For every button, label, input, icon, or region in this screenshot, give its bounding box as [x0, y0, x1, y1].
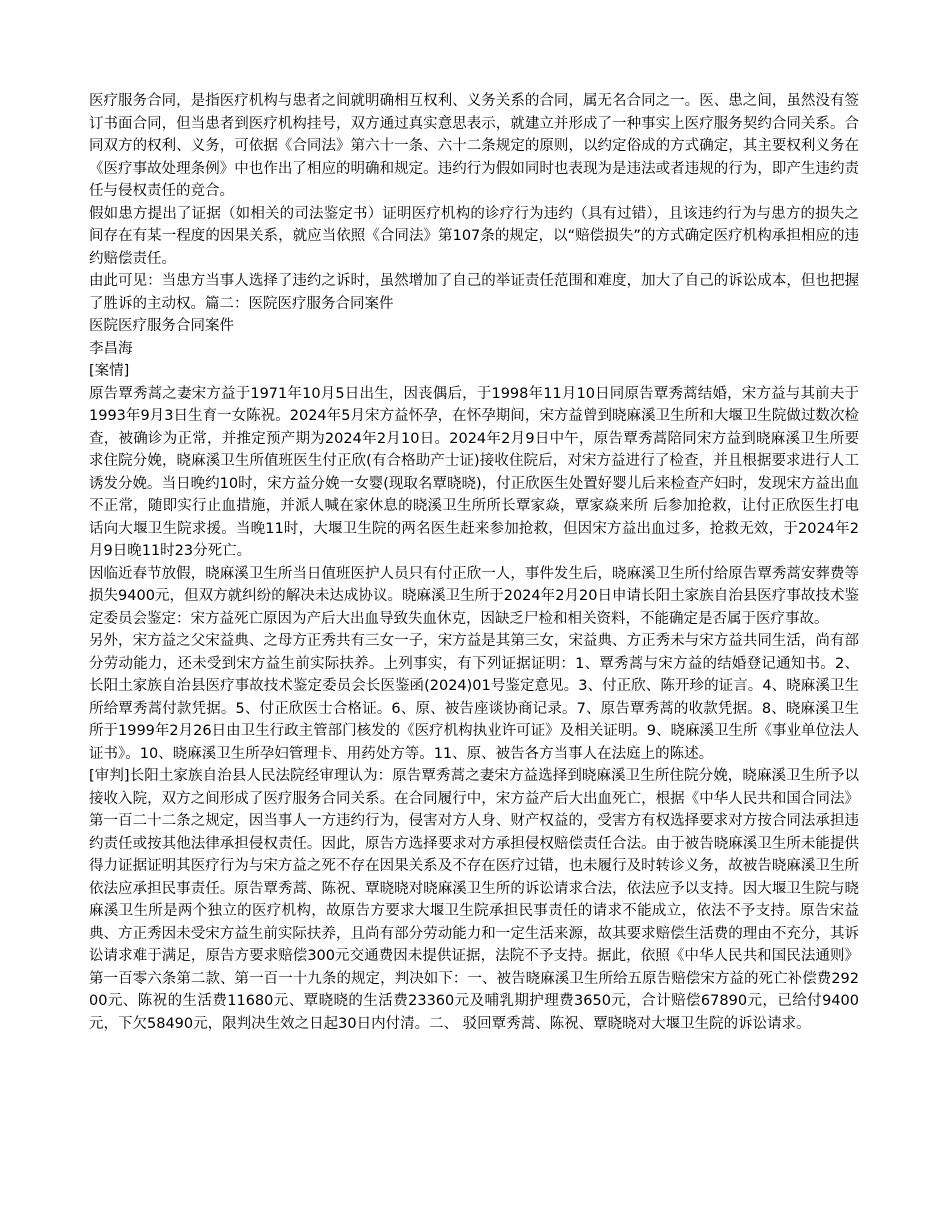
intro-paragraph: 医疗服务合同，是指医疗机构与患者之间就明确相互权利、义务关系的合同，属无名合同之一。医、患之间，虽然没有签订书面合同，但当患者到医疗机构挂号，双方通过真实意思表示，就建立并形成了一种事实上医疗服务契约合同关系。合同双方的权利、义务，可依据《合同法》第六十一条、六十二条规定的原则，以约定俗成的方式确定，其主要权利义务在《医疗事故处理条例》中也作出了相应的明确和规定。违约行为假如同时也表现为是违法或者违规的行为，即产生违约责任与侵权责任的竞合。	[89, 93, 859, 199]
conclusion-paragraph: 由此可见：当患方当事人选择了违约之诉时，虽然增加了自己的举证责任范围和难度，加大了自己的诉讼成本，但也把握了胜诉的主动权。篇二：医院医疗服务合同案件	[89, 273, 859, 312]
case-facts-paragraph: 原告覃秀蒿之妻宋方益于1971年10月5日出生，因丧偶后，于1998年11月10日同原告覃秀蒿结婚，宋方益与其前夫于1993年9月3日生育一女陈祝。2024年5月宋方益怀孕，在怀孕期间，宋方益曾到晓麻溪卫生所和大堰卫生院做过数次检查，被确诊为正常，并推定预产期为2024年2月10日。2024年2月9日中午，原告覃秀蒿陪同宋方益到晓麻溪卫生所要求住院分娩，晓麻溪卫生所值班医生付正欣(有合格助产士证)接收住院后，对宋方益进行了检查，并且根据要求进行人工诱发分娩。当日晚约10时，宋方益分娩一女婴(现取名覃晓晓)，付正欣医生处置好婴儿后来检查产妇时，发现宋方益出血不正常，随即实行止血措施，并派人喊在家休息的晓溪卫生所所长覃家焱，覃家焱来所 后参加抢救，让付正欣医生打电话向大堰卫生院求援。当晚11时，大堰卫生院的两名医生赶来参加抢救，但因宋方益出血过多，抢救无效，于2024年2月9日晚11时23分死亡。	[89, 385, 859, 559]
breach-paragraph: 假如患方提出了证据（如相关的司法鉴定书）证明医疗机构的诊疗行为违约（具有过错），且该违约行为与患方的损失之间存在有某一程度的因果关系，就应当依照《合同法》第107条的规定，以“赔偿损失”的方式确定医疗机构承担相应的违约赔偿责任。	[89, 205, 859, 267]
judgment-paragraph: [审判]长阳土家族自治县人民法院经审理认为：原告覃秀蒿之妻宋方益选择到晓麻溪卫生所住院分娩，晓麻溪卫生所予以接收入院，双方之间形成了医疗服务合同关系。在合同履行中，宋方益产后大出血死亡，根据《中华人民共和国合同法》第一百二十二条之规定，因当事人一方违约行为，侵害对方人身、财产权益的，受害方有权选择要求对方按合同法承担违约责任或按其他法律承担侵权责任。因此，原告方选择要求对方承担侵权赔偿责任合法。由于被告晓麻溪卫生所未能提供得力证据证明其医疗行为与宋方益之死不存在因果关系及不存在医疗过错，也未履行及时转诊义务，故被告晓麻溪卫生所依法应承担民事责任。原告覃秀蒿、陈祝、覃晓晓对晓麻溪卫生所的诉讼请求合法，依法应予以支持。因大堰卫生院与晓麻溪卫生所是两个独立的医疗机构，故原告方要求大堰卫生院承担民事责任的请求不能成立，依法不予支持。原告宋益典、方正秀因未受宋方益生前实际扶养，且尚有部分劳动能力和一定生活来源，故其要求赔偿生活费的理由不充分，其诉讼请求难于满足，原告方要求赔偿300元交通费因未提供证据，法院不予支持。据此，依照《中华人民共和国民法通则》第一百零六条第二款、第一百一十九条的规定，判决如下：一、被告晓麻溪卫生所给五原告赔偿宋方益的死亡补偿费29200元、陈祝的生活费11680元、覃晓晓的生活费23360元及哺乳期护理费3650元，合计赔偿67890元，已给付9400元，下欠58490元，限判决生效之日起30日内付清。二、 驳回覃秀蒿、陈祝、覃晓晓对大堰卫生院的诉讼请求。	[89, 768, 859, 1032]
case-title: 医院医疗服务合同案件	[89, 318, 234, 334]
case-facts-heading: [案情]	[89, 363, 130, 379]
evidence-paragraph: 另外，宋方益之父宋益典、之母方正秀共有三女一子，宋方益是其第三女，宋益典、方正秀未与宋方益共同生活，尚有部分劳动能力，还未受到宋方益生前实际扶养。上列事实，有下列证据证明：1、覃秀蒿与宋方益的结婚登记通知书。2、长阳土家族自治县医疗事故技术鉴定委员会长医鉴函(2024)01号鉴定意见。3、付正欣、陈开珍的证言。4、晓麻溪卫生所给覃秀蒿付款凭据。5、付正欣医士合格证。6、原、被告座谈协商记录。7、原告覃秀蒿的收款凭据。8、晓麻溪卫生所于1999年2月26日由卫生行政主管部门核发的《医疗机构执业许可证》及相关证明。9、晓麻溪卫生所《事业单位法人证书》。10、晓麻溪卫生所孕妇管理卡、用药处方等。11、原、被告各方当事人在法庭上的陈述。	[89, 633, 859, 762]
aftermath-paragraph: 因临近春节放假，晓麻溪卫生所当日值班医护人员只有付正欣一人，事件发生后，晓麻溪卫生所付给原告覃秀蒿安葬费等损失9400元，但双方就纠纷的解决未达成协议。晓麻溪卫生所于2024年2月20日申请长阳土家族自治县医疗事故技术鉴定委员会鉴定：宋方益死亡原因为产后大出血导致失血休克，因缺乏尸检和相关资料，不能确定是否属于医疗事故。	[89, 565, 859, 627]
author-name: 李昌海	[89, 340, 133, 357]
document-body	[89, 90, 859, 1035]
